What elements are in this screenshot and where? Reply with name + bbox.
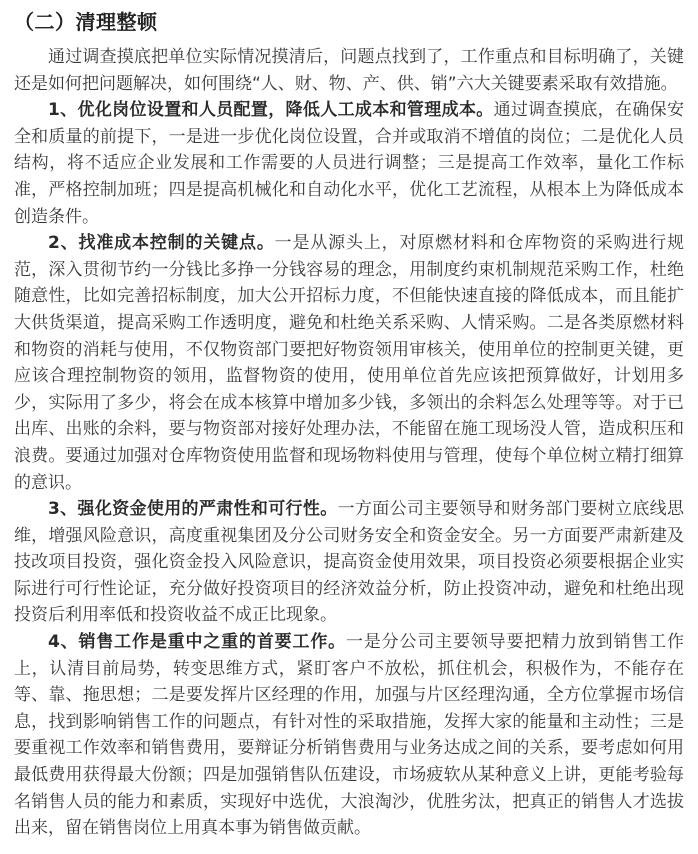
paragraph-item-2 xyxy=(14,230,684,496)
paragraph-lead: 1、优化岗位设置和人员配置，降低人工成本和管理成本。 xyxy=(48,100,494,121)
paragraph-text: 一方面公司主要领导和财务部门要树立底线思维，增强风险意识，高度重视集团及分公司财务安全和资金安全。另一方面要严肃新建及技改项目投资，强化资金投入风险意识，提高资金使用效果，项目投资必须要根据企业实际进行可行性论证，充分做好投资项目的经济效益分析，防止投资冲动，避免和杜绝出现投资后利用率低和投资收益不成正比现象。 xyxy=(14,499,685,626)
paragraph-text: 一是分公司主要领导要把精力放到销售工作上，认清目前局势，转变思维方式，紧盯客户不放松，抓住机会，积极作为，不能存在等、靠、拖思想；二是要发挥片区经理的作用，加强与片区经理沟通，全方位掌握市场信息，找到影响销售工作的问题点，有针对性的采取措施，发挥大家的能量和主动性；三是要重视工作效率和销售费用，要辩证分析销售费用与业务达成之间的关系，要考虑如何用最低费用获得最大份额；四是加强销售队伍建设，市场疲软从某种意义上讲，更能考验每名销售人员的能力和素质，实现好中选优，大浪淘沙，优胜劣汰，把真正的销售人才选拔出来，留在销售岗位上用真本事为销售做贡献。 xyxy=(14,632,685,839)
paragraph-lead: 2、找准成本控制的关键点。 xyxy=(48,233,275,254)
paragraph-text: 通过调查摸底，在确保安全和质量的前提下，一是进一步优化岗位设置，合并或取消不增值的岗位；二是优化人员结构，将不适应企业发展和工作需要的人员进行调整；三是提高工作效率，量化工作标准，严格控制加班；四是提高机械化和自动化水平，优化工艺流程，从根本上为降低成本创造条件。 xyxy=(14,100,685,227)
paragraph-item-4 xyxy=(14,629,684,842)
paragraph-lead: 4、销售工作是重中之重的首要工作。 xyxy=(48,632,346,653)
paragraph-lead: 3、强化资金使用的严肃性和可行性。 xyxy=(48,499,338,520)
paragraph-item-1 xyxy=(14,97,684,230)
paragraph-item-3 xyxy=(14,496,684,629)
paragraph-text: 一是从源头上，对原燃材料和仓库物资的采购进行规范，深入贯彻节约一分钱比多挣一分钱容易的理念，用制度约束机制规范采购工作，杜绝随意性，比如完善招标制度，加大公开招标力度，不但能快速直接的降低成本，而且能扩大供货渠道，提高采购工作透明度，避免和杜绝关系采购、人情采购。二是各类原燃材料和物资的消耗与使用，不仅物资部门要把好物资领用审核关，使用单位的控制更关键，更应该合理控制物资的领用，监督物资的使用，使用单位首先应该把预算做好，计划用多少，实际用了多少，将会在成本核算中增加多少钱，多领出的余料怎么处理等等。对于已出库、出账的余料，要与物资部对接好处理办法，不能留在施工现场没人管，造成积压和浪费。要通过加强对仓库物资使用监督和现场物料使用与管理，使每个单位树立精打细算的意识。 xyxy=(14,233,685,493)
paragraph-text: 通过调查摸底把单位实际情况摸清后，问题点找到了，工作重点和目标明确了，关键还是如何把问题解决，如何围绕“人、财、物、产、供、销”六大关键要素采取有效措施。 xyxy=(14,47,684,94)
section-heading: （二）清理整顿 xyxy=(14,10,158,34)
paragraph-intro xyxy=(14,44,684,97)
